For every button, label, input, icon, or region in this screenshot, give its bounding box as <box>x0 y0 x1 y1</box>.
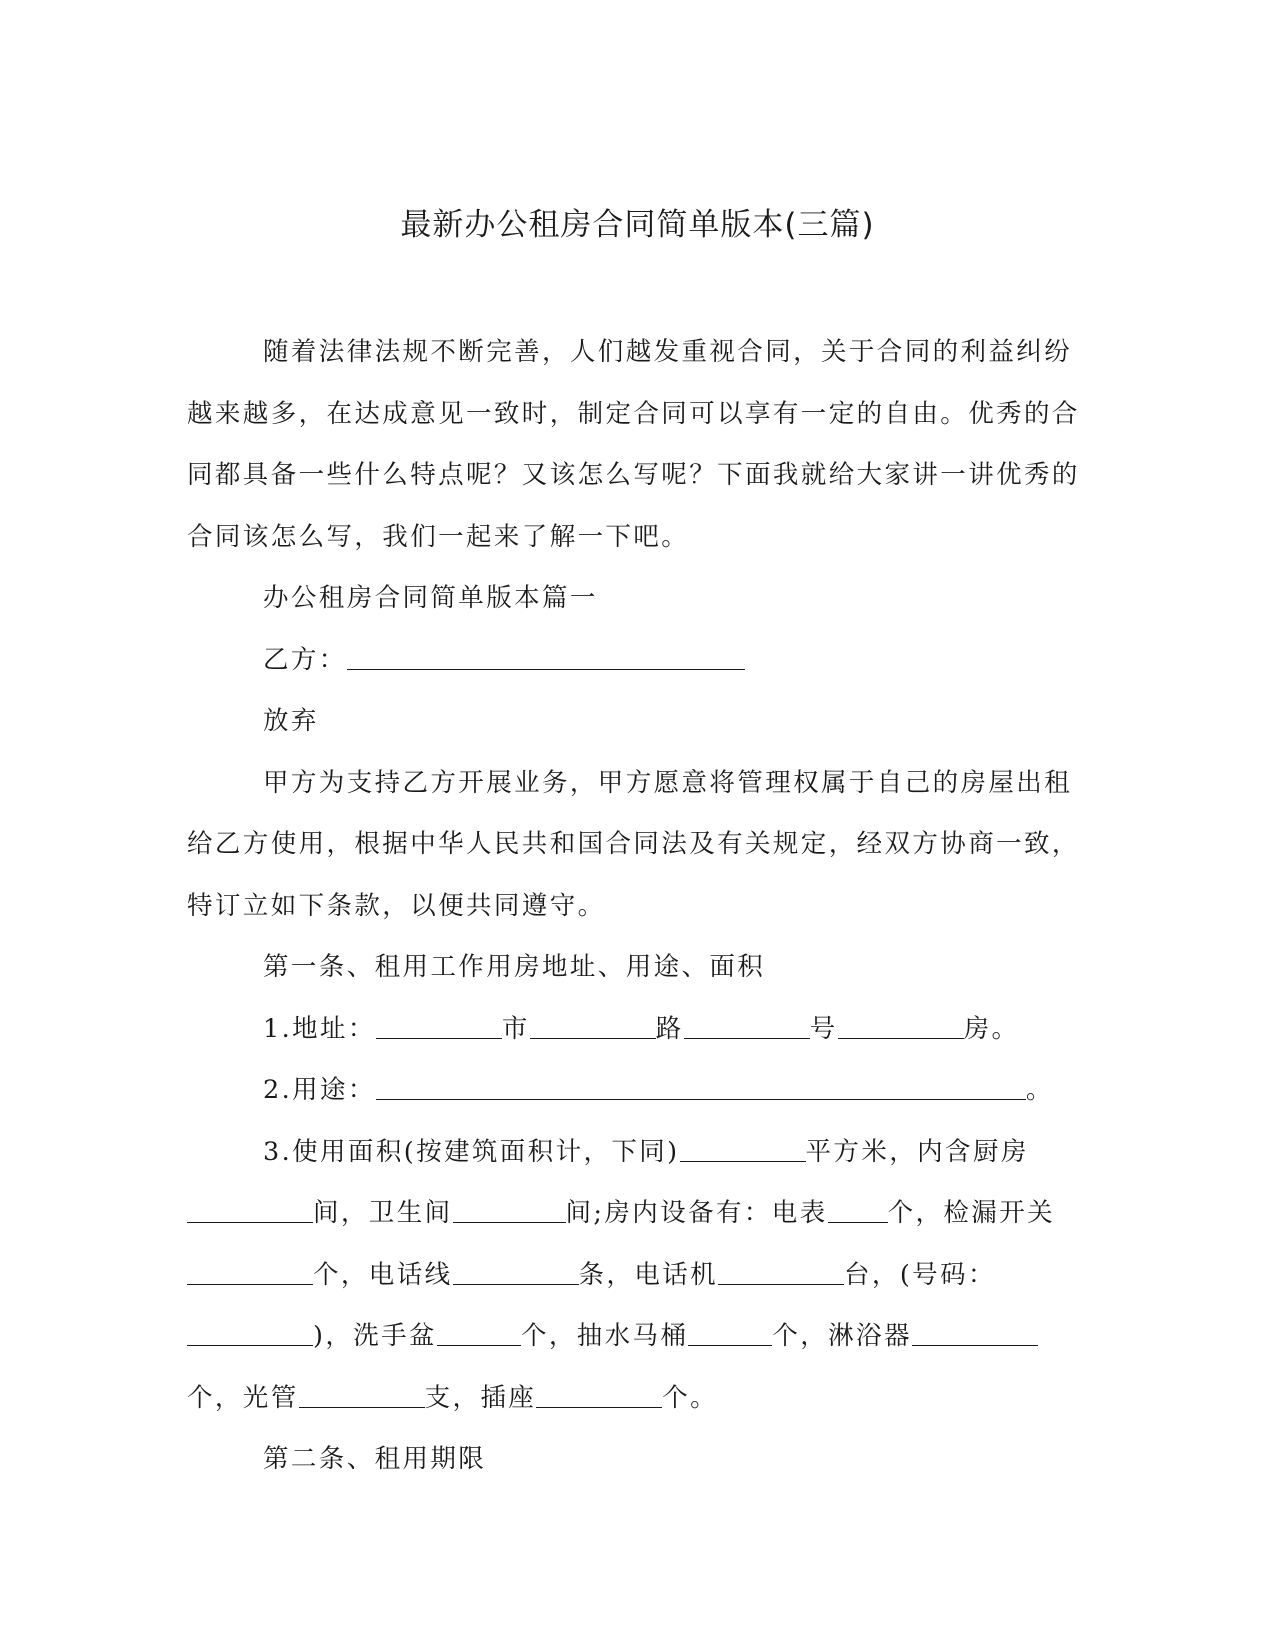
purpose-suffix: 。 <box>1025 1075 1054 1105</box>
area-text-13: 支，插座 <box>424 1382 537 1413</box>
section-heading: 办公租房合同简单版本篇一 <box>263 583 598 613</box>
area-text-7: 条，电话机 <box>578 1259 719 1290</box>
address-room-label: 房。 <box>963 1013 1020 1044</box>
address-line <box>187 999 1082 1061</box>
purpose-blank <box>376 1074 1026 1100</box>
area-text-11: 个，淋浴器 <box>772 1321 912 1351</box>
leak-switch-blank <box>187 1259 313 1285</box>
phone-blank <box>718 1259 844 1285</box>
area-text-14: 个。 <box>662 1382 719 1413</box>
area-text-4: 间;房内设备有：电表 <box>565 1198 828 1228</box>
washbasin-blank <box>437 1320 521 1346</box>
intro-paragraph: 随着法律法规不断完善，人们越发重视合同，关于合同的利益纠纷越来越多，在达成意见一致时，制定合同可以享有一定的自由。优秀的合同都具备一些什么特点呢？又该怎么写呢？下面我就给大家讲一讲优秀的合同该怎么写，我们一起来了解一下吧。 <box>187 337 1080 552</box>
address-road-label: 路 <box>655 1013 684 1044</box>
area-paragraph <box>187 1122 1082 1430</box>
road-blank <box>530 1013 656 1039</box>
document-body <box>187 322 1082 1491</box>
number-blank <box>684 1013 810 1039</box>
shower-blank <box>912 1320 1038 1346</box>
area-text-9: )，洗手盆 <box>313 1321 437 1351</box>
party-b-blank <box>347 644 745 670</box>
toilet-blank <box>688 1320 772 1346</box>
party-b-line <box>187 630 1082 692</box>
room-blank <box>838 1013 964 1039</box>
preamble-paragraph: 甲方为支持乙方开展业务，甲方愿意将管理权属于自己的房屋出租给乙方使用，根据中华人民共和国合同法及有关规定，经双方协商一致，特订立如下条款，以便共同遵守。 <box>187 767 1080 921</box>
area-text-3: 间，卫生间 <box>313 1198 453 1228</box>
socket-blank <box>536 1382 662 1408</box>
document-title: 最新办公租房合同简单版本(三篇) <box>400 207 875 243</box>
area-text-2: 平方米，内含厨房 <box>805 1136 1029 1167</box>
article-2-heading: 第二条、租用期限 <box>263 1444 487 1474</box>
city-blank <box>376 1013 502 1039</box>
phone-number-blank <box>187 1320 313 1346</box>
area-text-10: 个，抽水马桶 <box>520 1321 689 1351</box>
area-text-5: 个，检漏开关 <box>887 1198 1056 1228</box>
purpose-line <box>187 1060 1082 1122</box>
meter-blank <box>828 1197 888 1223</box>
area-blank <box>680 1136 806 1162</box>
light-tube-blank <box>299 1382 425 1408</box>
area-text-1: 3.使用面积(按建筑面积计，下同) <box>263 1136 680 1167</box>
address-city-label: 市 <box>501 1013 530 1044</box>
area-text-6: 个，电话线 <box>313 1259 453 1290</box>
article-1-heading: 第一条、租用工作用房地址、用途、面积 <box>263 952 766 982</box>
kitchen-blank <box>187 1197 313 1223</box>
area-text-12: 个，光管 <box>187 1382 299 1413</box>
bathroom-blank <box>453 1197 566 1223</box>
purpose-prefix: 2.用途： <box>263 1075 376 1105</box>
party-b-label: 乙方： <box>263 644 347 675</box>
phone-line-blank <box>453 1259 579 1285</box>
address-prefix: 1.地址： <box>263 1013 376 1044</box>
address-number-label: 号 <box>809 1013 838 1044</box>
waive-text: 放弃 <box>263 706 319 736</box>
area-text-8: 台，(号码： <box>844 1259 996 1290</box>
